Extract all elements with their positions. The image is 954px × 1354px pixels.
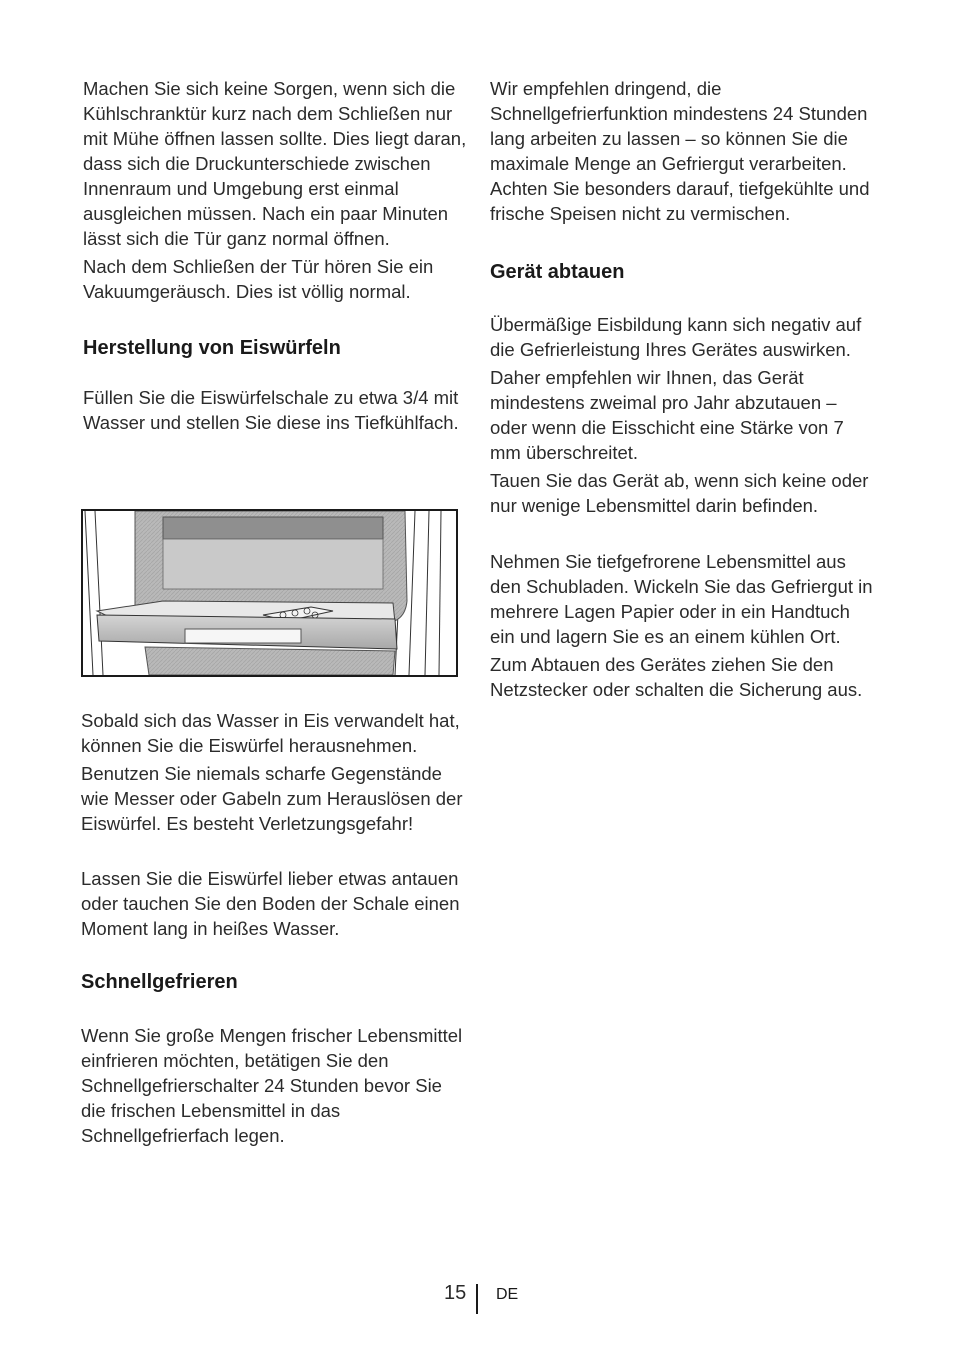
remove-ice-paragraph: Sobald sich das Wasser in Eis verwandelt hat, können Sie die Eiswürfel herausnehmen. [81, 710, 460, 756]
defrost-timing-paragraph: Tauen Sie das Gerät ab, wenn sich keine oder nur wenige Lebensmittel darin befinden. [490, 470, 869, 516]
ice-tray-illustration [81, 509, 458, 677]
page-footer [0, 1280, 954, 1320]
fast-freeze-heading: Schnellgefrieren [81, 971, 238, 993]
left-column [83, 76, 468, 435]
footer-divider [476, 1284, 478, 1314]
page-number: 15 [444, 1282, 467, 1304]
ice-cubes-heading: Herstellung von Eiswürfeln [83, 337, 341, 359]
unplug-paragraph: Zum Abtauen des Gerätes ziehen Sie den Netzstecker oder schalten die Sicherung aus. [490, 654, 863, 700]
language-code: DE [496, 1286, 519, 1303]
vacuum-note-paragraph: Nach dem Schließen der Tür hören Sie ein Vakuumgeräusch. Dies ist völlig normal. [83, 256, 434, 302]
fast-freeze-recommendation-paragraph: Wir empfehlen dringend, die Schnellgefrierfunktion mindestens 24 Stunden lang arbeiten zu lassen – so können Sie die maximale Menge an Gefriergut verarbeiten. Achten Sie besonders darauf, tiefgekühlte und frische Speisen nicht zu vermischen. [490, 78, 870, 224]
intro-paragraph: Machen Sie sich keine Sorgen, wenn sich die Kühlschranktür kurz nach dem Schließen nur mit Mühe öffnen lassen sollte. Dies liegt daran, dass sich die Druckunterschiede zwischen Innenraum und Umgebung erst einmal ausgleichen müssen. Nach ein paar Minuten lässt sich die Tür ganz normal öffnen. [83, 78, 467, 249]
defrost-frequency-paragraph: Daher empfehlen wir Ihnen, das Gerät mindestens zweimal pro Jahr abzutauen – oder wenn die Eisschicht eine Stärke von 7 mm überschreitet. [490, 367, 844, 463]
thaw-tip-paragraph: Lassen Sie die Eiswürfel lieber etwas antauen oder tauchen Sie den Boden der Schale einen Moment lang in heißes Wasser. [81, 868, 460, 939]
ice-buildup-paragraph: Übermäßige Eisbildung kann sich negativ auf die Gefrierleistung Ihres Gerätes auswirken. [490, 314, 862, 360]
ice-fill-paragraph: Füllen Sie die Eiswürfelschale zu etwa 3/4 mit Wasser und stellen Sie diese ins Tiefkühlfach. [83, 387, 459, 433]
left-column-lower [81, 708, 471, 1148]
freezer-drawer-drawing [83, 511, 456, 675]
warning-paragraph: Benutzen Sie niemals scharfe Gegenstände wie Messer oder Gabeln zum Herauslösen der Eiswürfel. Es besteht Verletzungsgefahr! [81, 763, 463, 834]
fast-freeze-paragraph: Wenn Sie große Mengen frischer Lebensmittel einfrieren möchten, betätigen Sie den Schnellgefrierschalter 24 Stunden bevor Sie die frischen Lebensmittel in das Schnellgefrierfach legen. [81, 1025, 463, 1146]
defrost-heading: Gerät abtauen [490, 261, 625, 283]
right-column [490, 76, 875, 702]
remove-food-paragraph: Nehmen Sie tiefgefrorene Lebensmittel aus den Schubladen. Wickeln Sie das Gefriergut in mehrere Lagen Papier oder in ein Handtuch ein und lagern Sie es an einem kühlen Ort. [490, 551, 873, 647]
